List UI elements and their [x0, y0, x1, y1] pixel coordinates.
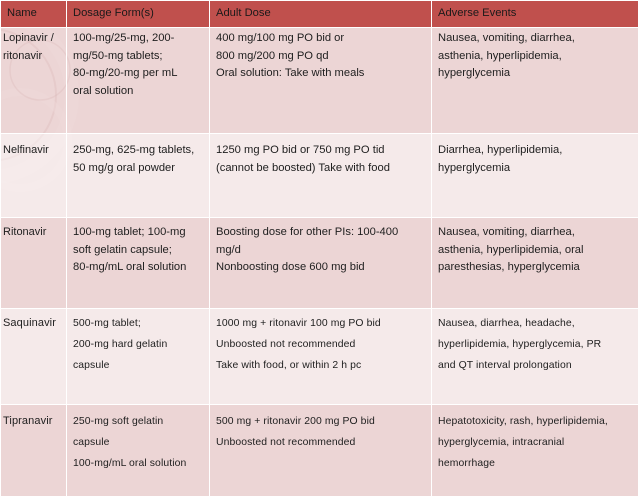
dose-text: 400 mg/100 mg PO bid or 800 mg/200 mg PO qd Oral solution: Take with meals — [216, 30, 425, 83]
dosage-cell — [67, 309, 210, 405]
adverse-text: Diarrhea, hyperlipidemia, hyperglycemia — [438, 142, 632, 177]
table-row — [1, 134, 638, 218]
adverse-cell — [432, 28, 638, 134]
drug-name-text: Saquinavir — [3, 313, 60, 334]
dosage-text: 250-mg soft gelatin capsule 100-mg/mL oral solution — [73, 411, 203, 474]
adverse-cell — [432, 309, 638, 405]
drug-name-text: Ritonavir — [3, 224, 60, 242]
dosage-text: 250-mg, 625-mg tablets, 50 mg/g oral powder — [73, 142, 203, 177]
drug-name-text: Tipranavir — [3, 411, 60, 432]
table-row — [1, 218, 638, 309]
adverse-cell — [432, 134, 638, 218]
dose-cell — [210, 309, 432, 405]
dose-text: 1250 mg PO bid or 750 mg PO tid (cannot be boosted) Take with food — [216, 142, 425, 177]
adverse-text: Nausea, vomiting, diarrhea, asthenia, hyperlipidemia, oral paresthesias, hyperglycemia — [438, 224, 632, 277]
dosage-text: 100-mg/25-mg, 200- mg/50-mg tablets; 80-mg/20-mg per mL oral solution — [73, 30, 203, 100]
header-adverse-events: Adverse Events — [432, 1, 638, 28]
dose-text: Boosting dose for other PIs: 100-400 mg/d Nonboosting dose 600 mg bid — [216, 224, 425, 277]
drug-name — [1, 309, 67, 405]
dose-text: 1000 mg + ritonavir 100 mg PO bid Unboosted not recommended Take with food, or within 2 h pc — [216, 313, 425, 376]
dosage-cell — [67, 405, 210, 497]
adverse-cell — [432, 218, 638, 309]
dose-cell — [210, 28, 432, 134]
dosage-cell — [67, 134, 210, 218]
dosage-cell — [67, 28, 210, 134]
adverse-text: Nausea, diarrhea, headache, hyperlipidemia, hyperglycemia, PR and QT interval prolongation — [438, 313, 632, 376]
dosage-text: 100-mg tablet; 100-mg soft gelatin capsule; 80-mg/mL oral solution — [73, 224, 203, 277]
header-name: Name — [1, 1, 67, 28]
drug-name-text: Lopinavir / ritonavir — [3, 30, 60, 65]
header-row — [1, 1, 638, 28]
table-row — [1, 28, 638, 134]
adverse-text: Nausea, vomiting, diarrhea, asthenia, hyperlipidemia, hyperglycemia — [438, 30, 632, 83]
table-row — [1, 309, 638, 405]
dosage-cell — [67, 218, 210, 309]
drug-name-text: Nelfinavir — [3, 142, 60, 160]
dose-text: 500 mg + ritonavir 200 mg PO bid Unboosted not recommended — [216, 411, 425, 453]
dosage-text: 500-mg tablet; 200-mg hard gelatin capsule — [73, 313, 203, 376]
dose-cell — [210, 218, 432, 309]
adverse-cell — [432, 405, 638, 497]
header-adult-dose: Adult Dose — [210, 1, 432, 28]
table-row — [1, 405, 638, 497]
drug-name — [1, 405, 67, 497]
dose-cell — [210, 405, 432, 497]
drug-name — [1, 28, 67, 134]
drug-name — [1, 218, 67, 309]
dose-cell — [210, 134, 432, 218]
adverse-text: Hepatotoxicity, rash, hyperlipidemia, hyperglycemia, intracranial hemorrhage — [438, 411, 632, 474]
header-dosage-forms: Dosage Form(s) — [67, 1, 210, 28]
drug-name — [1, 134, 67, 218]
